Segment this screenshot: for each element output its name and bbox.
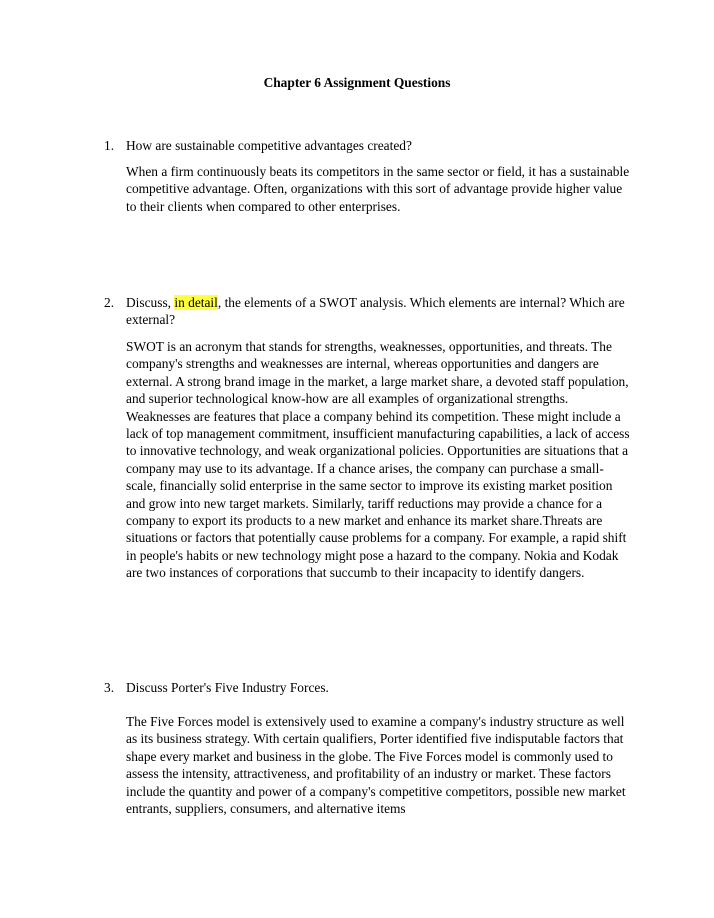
question-2	[104, 294, 634, 329]
highlighted-text: in detail	[174, 295, 218, 310]
question-number: 1.	[104, 138, 115, 153]
answer-1: When a firm continuously beats its competitors in the same sector or field, it has a sustainable competitive advantage. Often, organizations with this sort of advantage provide higher value to their clients when compared to other enterprises.	[126, 164, 630, 214]
question-text: Discuss Porter's Five Industry Forces.	[126, 680, 329, 695]
question-text	[126, 294, 634, 329]
question-number: 3.	[104, 680, 115, 695]
question-text-end: , the elements of a SWOT analysis. Which elements are internal? Which are external?	[126, 295, 625, 328]
question-number: 2.	[104, 295, 115, 310]
question-3	[104, 679, 634, 696]
answer-2: SWOT is an acronym that stands for strengths, weaknesses, opportunities, and threats. The company's strengths and weaknesses are internal, whereas opportunities and dangers are external. A strong brand image in the market, a large market share, a devoted staff population, and superior technological know-how are all examples of organizational strengths. Weaknesses are features that place a company behind its competition. These might include a lack of top management commitment, insufficient manufacturing capabilities, a lack of access to innovative technology, and weak organizational policies. Opportunities are situations that a company may use to its advantage. If a chance arises, the company can purchase a small-scale, financially solid enterprise in the same sector to improve its existing market position and grow into new target markets. Similarly, tariff reductions may provide a chance for a company to export its products to a new market and enhance its market share.Threats are situations or factors that potentially cause problems for a company. For example, a rapid shift in people's habits or new technology might pose a hazard to the company. Nokia and Kodak are two instances of corporations that succumb to their incapacity to identify dangers.	[126, 339, 630, 581]
question-text-start: Discuss,	[126, 295, 175, 310]
question-text: How are sustainable competitive advantages created?	[126, 138, 412, 153]
document-title: Chapter 6 Assignment Questions	[263, 75, 451, 90]
question-1	[104, 137, 634, 154]
answer-3: The Five Forces model is extensively used to examine a company's industry structure as well as its business strategy. With certain qualifiers, Porter identified five indisputable factors that shape every market and business in the globe. The Five Forces model is commonly used to assess the intensity, attractiveness, and profitability of an industry or market. These factors include the quantity and power of a company's competitive competitors, possible new market entrants, suppliers, consumers, and alternative items	[126, 714, 626, 817]
